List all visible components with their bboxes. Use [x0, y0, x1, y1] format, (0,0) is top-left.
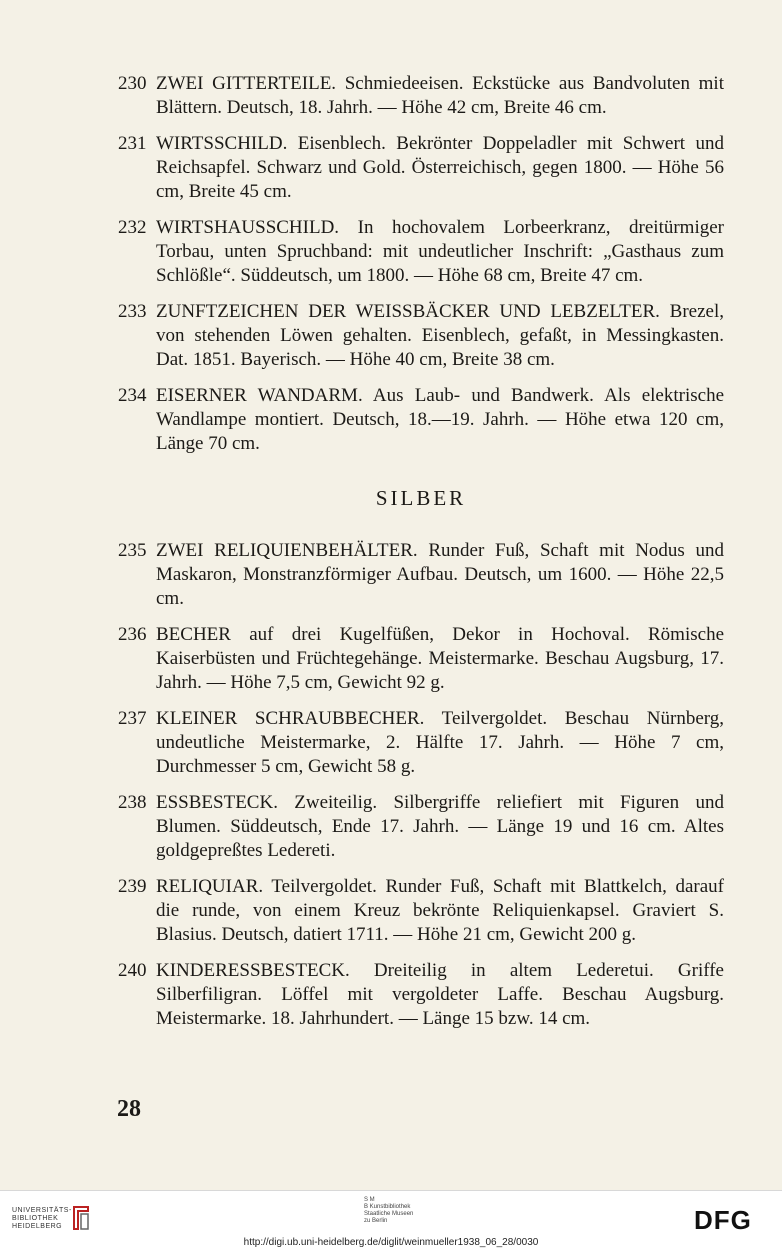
entry-text: BECHER auf drei Kugelfüßen, Dekor in Hochoval. Römische Kaiserbüsten und Früchtegehänge. Meistermarke. Beschau Augsburg, 17. Jahrh. — Höhe 7,5 cm, Gewicht 92 g. — [156, 624, 724, 693]
entry-number: 233 — [118, 301, 147, 322]
entry-text: ZUNFTZEICHEN DER WEISSBÄCKER UND LEBZELTER. Brezel, von stehenden Löwen gehalten. Eisenblech, gefaßt, in Messingkasten. Dat. 1851. Bayerisch. — Höhe 40 cm, Breite 38 cm. — [156, 301, 724, 370]
catalog-entry — [118, 132, 724, 204]
entry-text: WIRTSSCHILD. Eisenblech. Bekrönter Doppeladler mit Schwert und Reichsapfel. Schwarz und Gold. Österreichisch, gegen 1800. — Höhe 56 cm, Breite 45 cm. — [156, 133, 724, 202]
entry-number: 236 — [118, 624, 147, 645]
page-number: 28 — [117, 1096, 141, 1122]
section-heading: SILBER — [375, 486, 467, 510]
entry-text: WIRTSHAUSSCHILD. In hochovalem Lorbeerkranz, dreitürmiger Torbau, unten Spruchband: mit undeutlicher Inschrift: „Gasthaus zum Schlößle“. Süddeutsch, um 1800. — Höhe 68 cm, Breite 47 cm. — [156, 217, 724, 286]
dfg-logo: DFG — [694, 1205, 752, 1235]
entry-number: 240 — [118, 960, 147, 981]
catalog-entry — [118, 707, 724, 779]
entry-number: 230 — [118, 73, 147, 94]
entry-number: 235 — [118, 540, 147, 561]
entry-number: 238 — [118, 792, 147, 813]
source-url-link[interactable]: http://digi.ub.uni-heidelberg.de/diglit/weinmueller1938_06_28/0030 — [243, 1237, 539, 1248]
entry-text: KLEINER SCHRAUBBECHER. Teilvergoldet. Beschau Nürnberg, undeutliche Meistermarke, 2. Hälfte 17. Jahrh. — Höhe 7 cm, Durchmesser 5 cm, Gewicht 58 g. — [156, 708, 724, 777]
entry-number: 237 — [118, 708, 147, 729]
entry-text: ESSBESTECK. Zweiteilig. Silbergriffe reliefiert mit Figuren und Blumen. Süddeutsch, Ende 17. Jahrh. — Länge 19 und 16 cm. Altes goldgepreßtes Ledereti. — [156, 792, 724, 861]
entry-number: 234 — [118, 385, 147, 406]
entry-number: 239 — [118, 876, 147, 897]
entry-text: ZWEI RELIQUIENBEHÄLTER. Runder Fuß, Schaft mit Nodus und Maskaron, Monstranzförmiger Aufbau. Deutsch, um 1600. — Höhe 22,5 cm. — [156, 540, 724, 609]
entry-number: 232 — [118, 217, 147, 238]
catalog-entry — [118, 539, 724, 611]
catalog-entry — [118, 300, 724, 372]
entry-text: ZWEI GITTERTEILE. Schmiedeeisen. Eckstücke aus Bandvoluten mit Blättern. Deutsch, 18. Jahrh. — Höhe 42 cm, Breite 46 cm. — [156, 73, 724, 118]
catalog-entries — [118, 72, 724, 1043]
catalog-entry — [118, 791, 724, 863]
entry-text: EISERNER WANDARM. Aus Laub- und Bandwerk. Als elektrische Wandlampe montiert. Deutsch, 18.—19. Jahrh. — Höhe etwa 120 cm, Länge 70 cm. — [156, 385, 724, 454]
entry-text: KINDERESSBESTECK. Dreiteilig in altem Lederetui. Griffe Silberfiligran. Löffel mit vergoldeter Laffe. Beschau Augsburg. Meistermarke. 18. Jahrhundert. — Länge 15 bzw. 14 cm. — [156, 960, 724, 1029]
catalog-entry — [118, 216, 724, 288]
catalog-entry — [118, 72, 724, 120]
catalog-entry — [118, 623, 724, 695]
museum-credit: S M B Kunstbibliothek Staatliche Museen zu Berlin — [364, 1197, 414, 1224]
entry-number: 231 — [118, 133, 147, 154]
catalog-entry — [118, 959, 724, 1031]
entry-text: RELIQUIAR. Teilvergoldet. Runder Fuß, Schaft mit Blattkelch, darauf die runde, von einem Kreuz bekrönte Reliquienkapsel. Graviert S. Blasius. Deutsch, datiert 1711. — Höhe 21 cm, Gewicht 200 g. — [156, 876, 724, 945]
university-library-label: UNIVERSITÄTS- BIBLIOTHEK HEIDELBERG — [12, 1207, 72, 1230]
catalog-entry — [118, 384, 724, 456]
catalog-entry — [118, 875, 724, 947]
footer-bar — [0, 1190, 782, 1250]
library-logo-icon — [70, 1203, 92, 1233]
